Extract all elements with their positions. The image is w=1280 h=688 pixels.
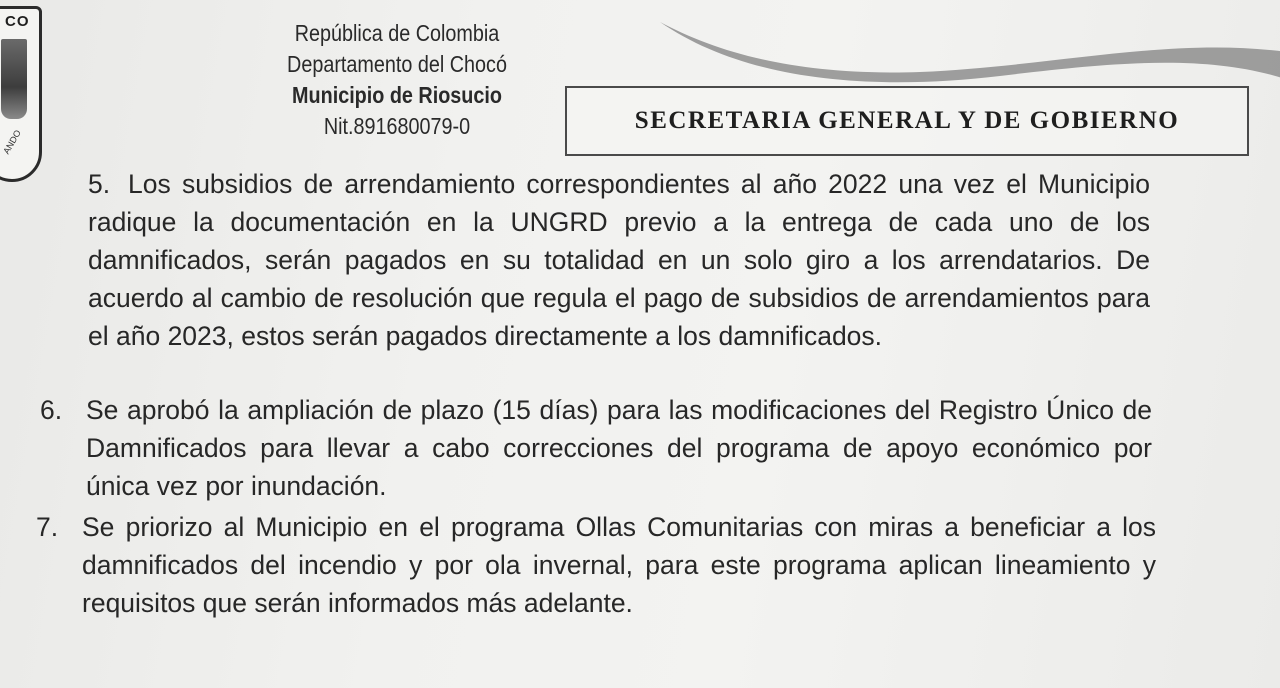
list-item-text: Los subsidios de arrendamiento correspondientes al año 2022 una vez el Municipio radique la documentación en la UNGRD previo a la entrega de cada uno de los damnificados, serán pagados en su totalidad en un solo giro a los arrendatarios. De acuerdo al cambio de resolución que regula el pago de subsidios de arrendamientos para el año 2023, estos serán pagados directamente a los damnificados. <box>88 169 1150 351</box>
list-item <box>40 391 1152 505</box>
letterhead <box>268 18 526 142</box>
municipal-seal-logo <box>0 6 42 182</box>
seal-ring-text: ANDO <box>1 128 23 156</box>
list-item-number: 5. <box>88 169 111 199</box>
seal-emblem <box>1 39 27 119</box>
letterhead-department: Departamento del Chocó <box>287 51 507 77</box>
list-item-number: 7. <box>36 512 59 542</box>
letterhead-country: República de Colombia <box>294 20 500 46</box>
list-item-text: Se aprobó la ampliación de plazo (15 días) para las modificaciones del Registro Único de Damnificados para llevar a cabo correcciones del programa de apoyo económico por única vez por inundación. <box>86 395 1152 501</box>
letterhead-nit: Nit.891680079-0 <box>323 113 471 139</box>
list-item <box>88 165 1150 355</box>
letterhead-municipality: Municipio de Riosucio <box>292 82 502 108</box>
list-item <box>36 508 1156 622</box>
office-title-box <box>565 86 1249 156</box>
list-item-text: Se priorizo al Municipio en el programa Ollas Comunitarias con miras a beneficiar a los damnificados del incendio y por ola invernal, para este programa aplican lineamiento y requisitos que serán informados más adelante. <box>82 512 1156 618</box>
list-item-number: 6. <box>40 395 63 425</box>
office-title: SECRETARIA GENERAL Y DE GOBIERNO <box>634 107 1180 134</box>
seal-text: CO <box>5 13 30 30</box>
